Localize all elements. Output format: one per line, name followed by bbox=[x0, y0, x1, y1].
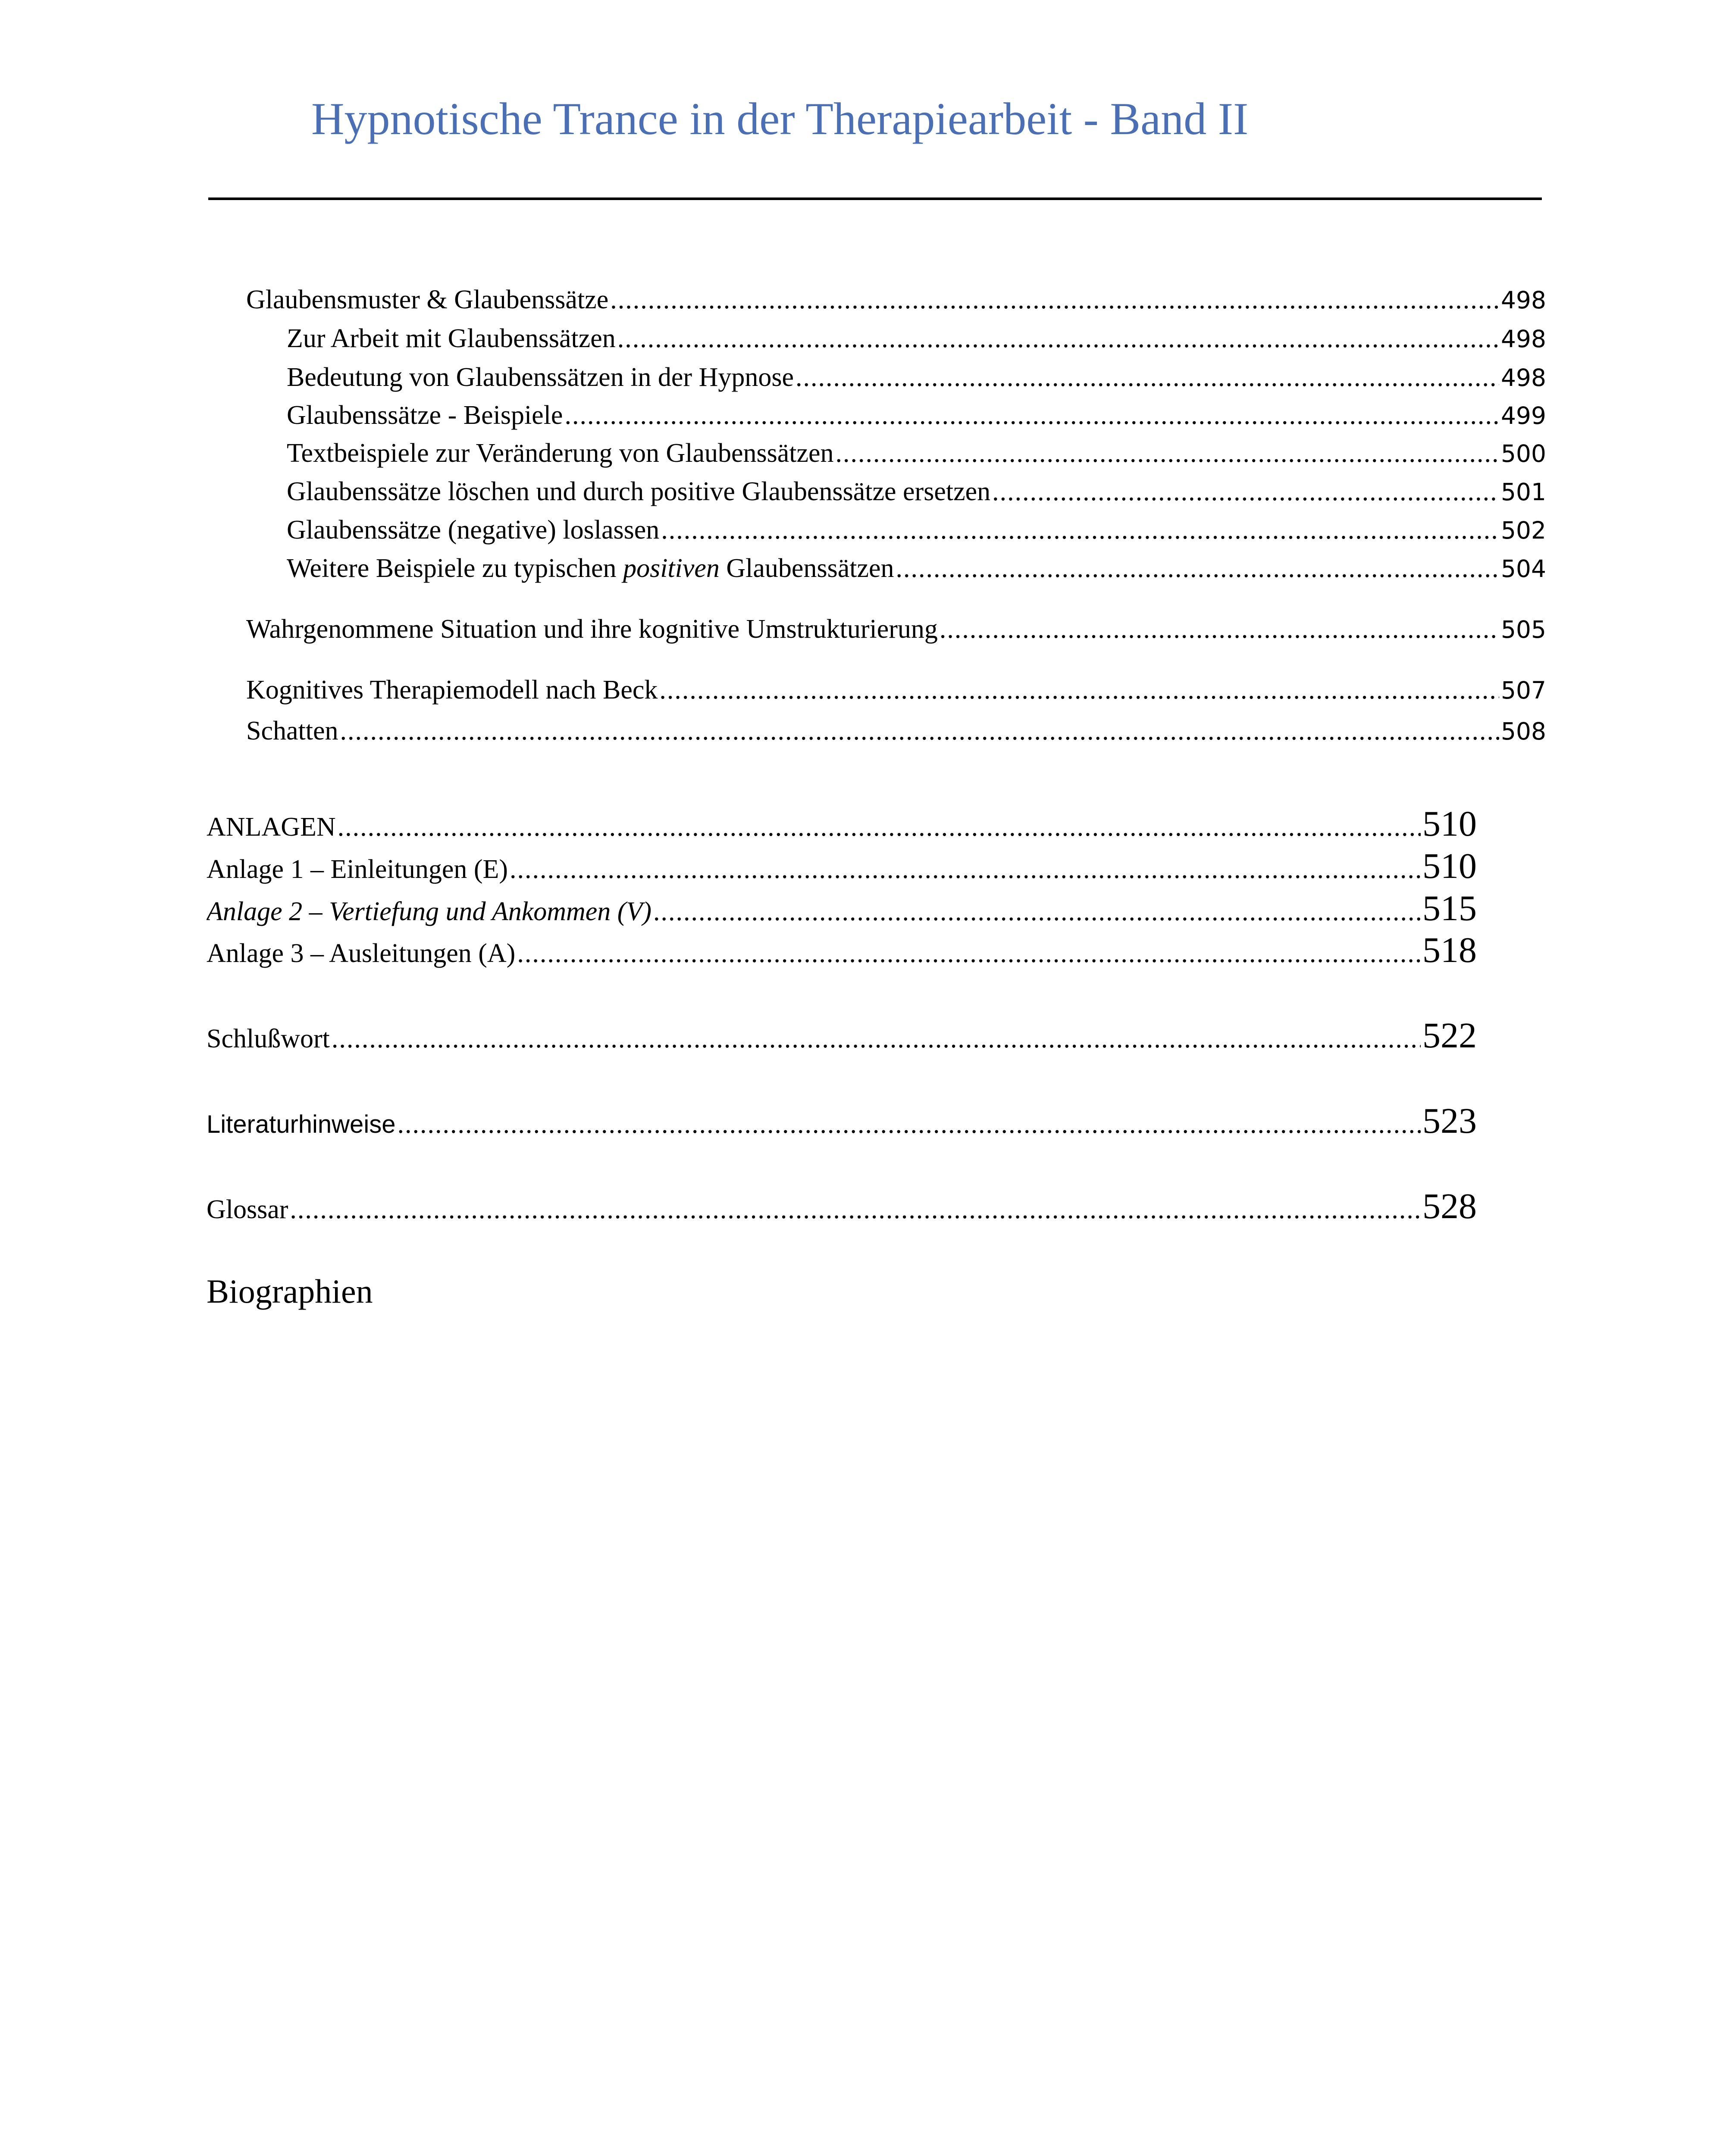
toc-label-emphasis: positiven bbox=[623, 554, 720, 583]
toc-entry-page: 508 bbox=[1501, 718, 1546, 745]
toc-leader-dots bbox=[340, 716, 1500, 746]
toc-label-part: Weitere Beispiele zu typischen bbox=[287, 554, 623, 583]
toc-entry-main[interactable] bbox=[207, 887, 1477, 931]
toc-leader-dots bbox=[896, 553, 1499, 584]
toc-entry[interactable] bbox=[246, 675, 1546, 711]
toc-entry-label: ANLAGEN bbox=[207, 812, 336, 842]
toc-entry[interactable] bbox=[287, 323, 1546, 360]
toc-entry-page: 528 bbox=[1422, 1186, 1477, 1226]
toc-entry-main[interactable] bbox=[207, 929, 1477, 972]
toc-leader-dots bbox=[617, 323, 1499, 354]
toc-entry-label: Schatten bbox=[246, 716, 338, 746]
toc-entry-page: 507 bbox=[1501, 677, 1546, 704]
toc-entry-page: 498 bbox=[1501, 325, 1546, 353]
toc-entry-label: Anlage 1 – Einleitungen (E) bbox=[207, 855, 508, 884]
header-divider bbox=[208, 197, 1542, 200]
toc-entry-page: 523 bbox=[1422, 1101, 1477, 1141]
toc-entry-label: Bedeutung von Glaubenssätzen in der Hypnose bbox=[287, 363, 794, 392]
toc-entry-label: Literaturhinweise bbox=[207, 1110, 396, 1138]
toc-leader-dots bbox=[564, 400, 1499, 431]
toc-entry-main[interactable] bbox=[207, 1185, 1477, 1228]
toc-entry-biographien[interactable]: Biographien bbox=[207, 1272, 373, 1310]
toc-entry-page: 502 bbox=[1501, 517, 1546, 544]
toc-entry[interactable] bbox=[287, 476, 1546, 513]
toc-entry[interactable] bbox=[287, 400, 1546, 436]
toc-entry[interactable] bbox=[246, 285, 1546, 321]
toc-entry[interactable] bbox=[287, 553, 1546, 589]
toc-entry-main[interactable] bbox=[207, 803, 1477, 846]
toc-leader-dots bbox=[836, 438, 1499, 469]
toc-leader-dots bbox=[338, 812, 1421, 843]
toc-entry-page: 515 bbox=[1422, 888, 1477, 928]
toc-leader-dots bbox=[653, 896, 1421, 927]
toc-entry-page: 500 bbox=[1501, 440, 1546, 467]
toc-leader-dots bbox=[659, 675, 1499, 705]
toc-leader-dots bbox=[510, 854, 1421, 885]
toc-entry-label: Schlußwort bbox=[207, 1024, 330, 1053]
toc-leader-dots bbox=[332, 1024, 1421, 1054]
toc-entry-label: Anlage 2 – Vertiefung und Ankommen (V) bbox=[207, 897, 651, 926]
toc-entry-page: 498 bbox=[1501, 364, 1546, 392]
toc-leader-dots bbox=[940, 614, 1499, 645]
toc-entry[interactable] bbox=[246, 716, 1546, 752]
toc-entry-page: 504 bbox=[1501, 555, 1546, 583]
toc-entry-page: 522 bbox=[1422, 1015, 1477, 1056]
page-header-title: Hypnotische Trance in der Therapiearbeit - Band II bbox=[311, 94, 1249, 144]
toc-entry-page: 518 bbox=[1422, 930, 1477, 970]
toc-entry[interactable] bbox=[287, 438, 1546, 474]
toc-leader-dots bbox=[992, 476, 1499, 507]
toc-entry-page: 498 bbox=[1501, 286, 1546, 314]
toc-entry-page: 501 bbox=[1501, 478, 1546, 506]
toc-entry-label: Anlage 3 – Ausleitungen (A) bbox=[207, 939, 516, 968]
toc-leader-dots bbox=[610, 285, 1499, 315]
toc-entry-label: Textbeispiele zur Veränderung von Glaubenssätzen bbox=[287, 439, 834, 468]
toc-leader-dots bbox=[397, 1109, 1421, 1140]
toc-entry-main[interactable] bbox=[207, 845, 1477, 888]
toc-entry-page: 510 bbox=[1422, 846, 1477, 886]
toc-label-part: Glaubenssätzen bbox=[719, 554, 894, 583]
toc-entry-label: Zur Arbeit mit Glaubenssätzen bbox=[287, 324, 616, 353]
toc-entry-label: Glaubensmuster & Glaubenssätze bbox=[246, 285, 609, 314]
toc-entry-main[interactable] bbox=[207, 1015, 1477, 1058]
toc-entry-page: 499 bbox=[1501, 402, 1546, 429]
toc-entry-label: Glaubenssätze (negative) loslassen bbox=[287, 515, 660, 545]
toc-entry-page: 510 bbox=[1422, 804, 1477, 844]
toc-entry-main[interactable] bbox=[207, 1100, 1477, 1143]
toc-entry[interactable] bbox=[287, 362, 1546, 398]
toc-entry-label: Glaubenssätze löschen und durch positive Glaubenssätze ersetzen bbox=[287, 477, 991, 506]
toc-entry-label bbox=[287, 553, 894, 584]
toc-entry-page: 505 bbox=[1501, 616, 1546, 643]
toc-leader-dots bbox=[796, 362, 1499, 393]
toc-entry-label: Glaubenssätze - Beispiele bbox=[287, 401, 563, 430]
toc-leader-dots bbox=[290, 1194, 1421, 1225]
toc-leader-dots bbox=[661, 515, 1499, 545]
toc-entry-label: Kognitives Therapiemodell nach Beck bbox=[246, 675, 658, 705]
toc-leader-dots bbox=[517, 938, 1421, 969]
toc-entry[interactable] bbox=[287, 515, 1546, 551]
toc-entry-label: Wahrgenommene Situation und ihre kognitive Umstrukturierung bbox=[246, 614, 938, 644]
toc-entry[interactable] bbox=[246, 614, 1546, 650]
toc-entry-label: Glossar bbox=[207, 1195, 288, 1224]
